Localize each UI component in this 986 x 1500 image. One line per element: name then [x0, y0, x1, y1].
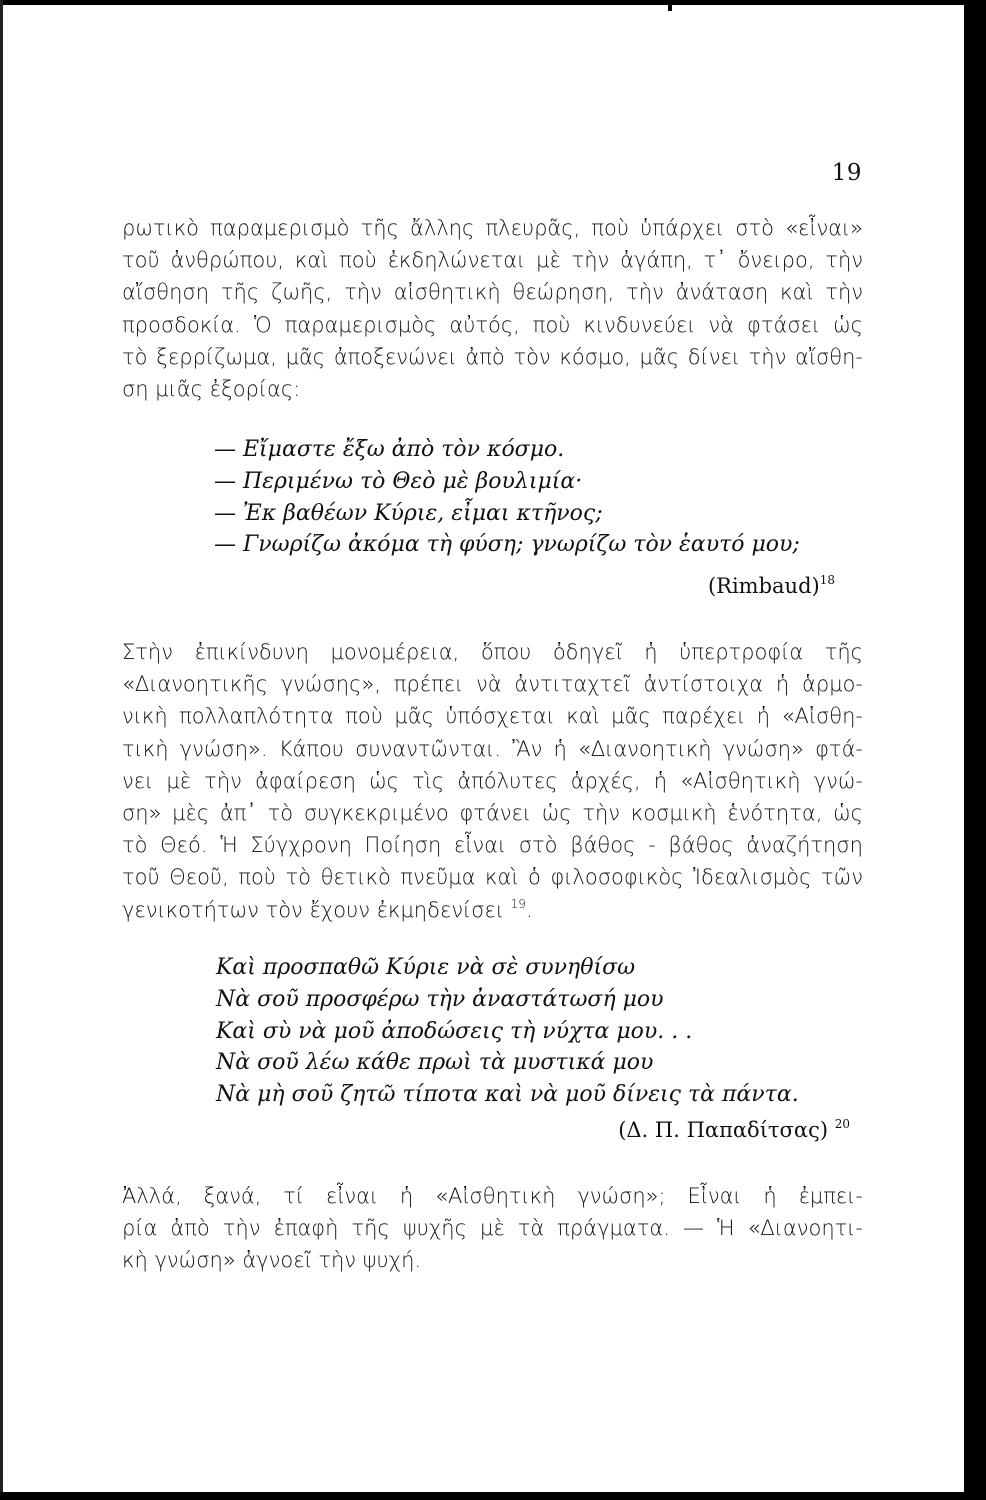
scan-mark [668, 0, 672, 11]
text-line: τοῦ ἀνθρώπου, καὶ ποὺ ἐκδηλώνεται μὲ τὴν ἀγάπη, τ᾿ ὄνειρο, τὴν [122, 248, 863, 273]
text-line: τοῦ Θεοῦ, ποὺ τὸ θετικὸ πνεῦμα καὶ ὁ φιλοσοφικὸς Ἰδεαλισμὸς τῶν [122, 865, 863, 890]
footnote-marker: 20 [834, 1117, 850, 1131]
paragraph-3 [122, 1180, 863, 1277]
verse-line: — Ἐκ βαθέων Κύριε, εἶμαι κτῆνος; [214, 500, 603, 526]
quote-rimbaud [214, 434, 800, 561]
scan-border-top [0, 0, 986, 5]
verse-line: Καὶ προσπαθῶ Κύριε νὰ σὲ συνηθίσω [216, 955, 636, 980]
paragraph-1 [122, 212, 863, 405]
attribution-papaditsas [618, 1118, 850, 1142]
text-line: νει μὲ τὴν ἀφαίρεση ὡς τὶς ἀπόλυτες ἀρχές, ἡ «Αἰσθητικὴ γνώ- [122, 768, 863, 793]
verse-line: — Γνωρίζω ἀκόμα τὴ φύση; γνωρίζω τὸν ἑαυτό μου; [214, 532, 800, 558]
text-line-content: γενικοτήτων τὸν ἔχουν ἐκμηδενίσει [122, 897, 504, 922]
footnote-marker: 19 [510, 896, 526, 911]
text-line: «Διανοητικῆς γνώσης», πρέπει νὰ ἀντιταχτεῖ ἀντίστοιχα ἡ ἁρμο- [122, 672, 863, 697]
page-number: 19 [831, 160, 862, 186]
text-line: τικὴ γνώση». Κάπου συναντῶνται. Ἂν ἡ «Διανοητικὴ γνώση» φτά- [122, 736, 863, 761]
text-line: κὴ γνώση» ἀγνοεῖ τὴν ψυχή. [122, 1248, 422, 1273]
text-line: ση» μὲς ἀπ᾿ τὸ συγκεκριμένο φτάνει ὡς τὴν κοσμικὴ ἑνότητα, ὡς [122, 801, 863, 826]
verse-line: — Περιμένω τὸ Θεὸ μὲ βουλιμία· [214, 468, 583, 494]
text-line: γενικοτήτων τὸν ἔχουν ἐκμηδενίσει $^{19}$. [122, 896, 533, 922]
text-line: ρωτικὸ παραμερισμὸ τῆς ἄλλης πλευρᾶς, ποὺ ὑπάρχει στὸ «εἶναι» [122, 216, 863, 240]
verse-line: Νὰ μὴ σοῦ ζητῶ τίποτα καὶ νὰ μοῦ δίνεις τὰ πάντα. [216, 1082, 799, 1108]
text-line: τὸ Θεό. Ἡ Σύγχρονη Ποίηση εἶναι στὸ βάθος - βάθος ἀναζήτηση [122, 833, 863, 858]
text-line: τὸ ξερρίζωμα, μᾶς ἀποξενώνει ἀπὸ τὸν κόσμο, μᾶς δίνει τὴν αἴσθη- [122, 344, 863, 369]
quote-papaditsas [216, 952, 799, 1111]
text-line: αἴσθηση τῆς ζωῆς, τὴν αἰσθητικὴ θεώρηση, τὴν ἀνάταση καὶ τὴν [122, 280, 863, 305]
verse-line: Νὰ σοῦ προσφέρω τὴν ἀναστάτωσή μου [216, 986, 664, 1012]
footnote-marker: 18 [819, 573, 835, 587]
text-line: Ἀλλά, ξανά, τί εἶναι ἡ «Αἰσθητικὴ γνώση»; Εἶναι ἡ ἐμπει- [122, 1184, 863, 1208]
scan-border-bottom [0, 1492, 986, 1500]
text-line: ρία ἀπὸ τὴν ἐπαφὴ τῆς ψυχῆς μὲ τὰ πράγματα. — Ἡ «Διανοητι- [122, 1216, 863, 1241]
verse-line: Νὰ σοῦ λέω κάθε πρωὶ τὰ μυστικά μου [216, 1050, 654, 1076]
scan-border-left [0, 0, 3, 1500]
attribution-text: (Δ. Π. Παπαδίτσας) [618, 1118, 829, 1142]
verse-line: — Εἴμαστε ἔξω ἀπὸ τὸν κόσμο. [214, 437, 565, 462]
attribution-rimbaud [708, 574, 835, 598]
paragraph-2 [122, 636, 863, 926]
text-line: ση μιᾶς ἐξορίας: [122, 377, 301, 402]
text-line: προσδοκία. Ὁ παραμερισμὸς αὐτός, ποὺ κινδυνεύει νὰ φτάσει ὡς [122, 312, 863, 337]
verse-line: Καὶ σὺ νὰ μοῦ ἀποδώσεις τὴ νύχτα μου. . . [216, 1018, 693, 1044]
text-line: Στὴν ἐπικίνδυνη μονομέρεια, ὅπου ὁδηγεῖ ἡ ὑπερτροφία τῆς [122, 640, 863, 664]
scan-border-right [964, 0, 986, 1500]
text-line: νικὴ πολλαπλότητα ποὺ μᾶς ὑπόσχεται καὶ μᾶς παρέχει ἡ «Αἰσθη- [122, 704, 863, 729]
attribution-text: (Rimbaud) [707, 574, 820, 598]
